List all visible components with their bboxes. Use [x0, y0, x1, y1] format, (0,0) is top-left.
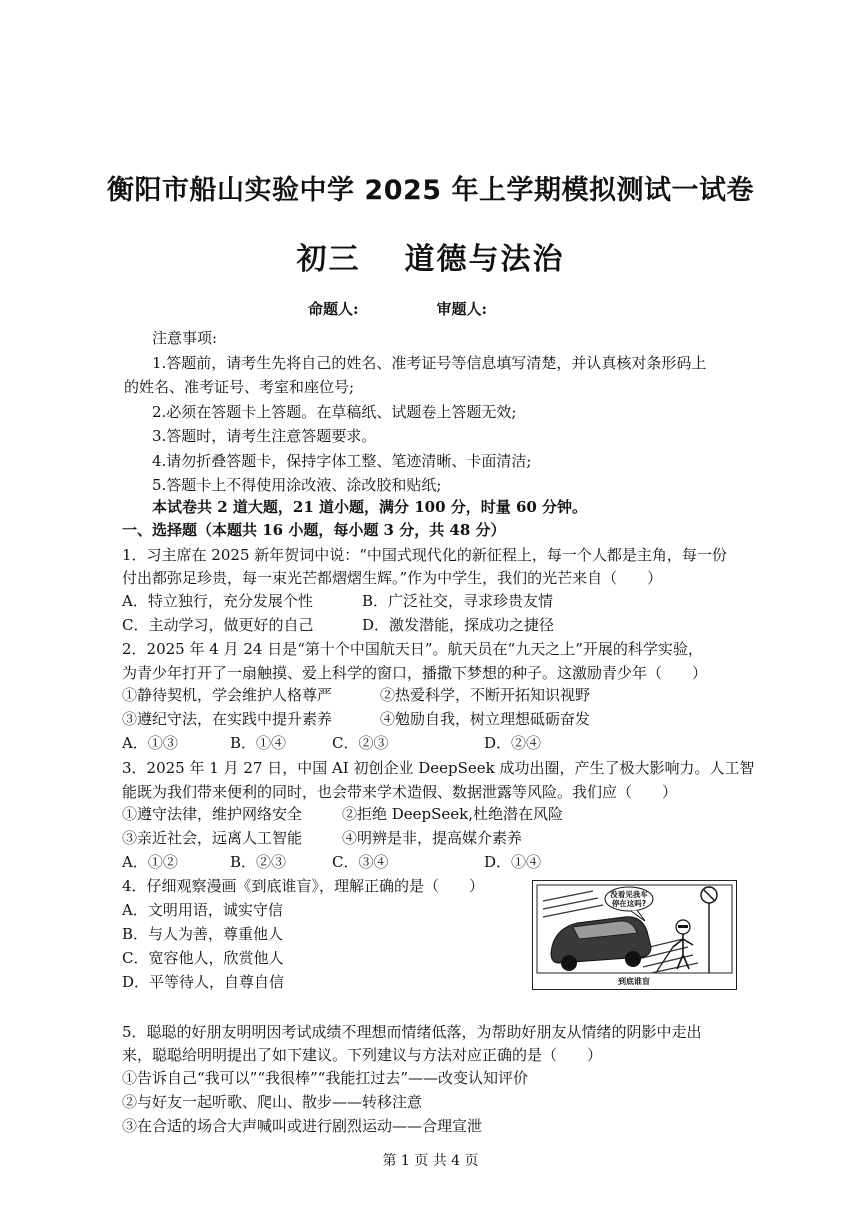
q5-statement-2: ②与好友一起听歌、爬山、散步——转移注意 [122, 1093, 423, 1111]
q2-option-b: B．①④ [230, 734, 287, 752]
q2-stem-a: 2．2025 年 4 月 24 日是“第十个中国航天日”。航天员在“九天之上”开展的科学实验， [122, 640, 703, 658]
q3-statement-3: ③亲近社会，远离人工智能 [122, 829, 303, 847]
q5-stem-a: 5．聪聪的好朋友明明因考试成绩不理想而情绪低落，为帮助好朋友从情绪的阴影中走出 [122, 1023, 702, 1041]
q5-stem-b: 来，聪聪给明明提出了如下建议。下列建议与方法对应正确的是（ ） [122, 1046, 603, 1064]
subject-label: 道德与法治 [404, 242, 565, 277]
q5-statement-1: ①告诉自己“我可以”“我很棒”“我能扛过去”——改变认知评价 [122, 1069, 529, 1087]
cartoon-caption: 到底谁盲 [618, 977, 650, 986]
q2-statement-2: ②热爱科学，不断开拓知识视野 [380, 686, 591, 704]
q1-option-a: A．特立独行，充分发展个性 [122, 592, 313, 610]
exam-subject-title [0, 234, 861, 278]
q3-option-a: A．①② [122, 853, 178, 871]
q3-statement-4: ④明辨是非，提高媒介素养 [342, 829, 523, 847]
cartoon-bubble-line-2: 停在这吗? [611, 899, 647, 908]
q1-stem-b: 付出都弥足珍贵，每一束光芒都熠熠生辉。”作为中学生，我们的光芒来自（ ） [122, 569, 663, 587]
cartoon-drawing [533, 881, 736, 989]
exam-school-title: 衡阳市船山实验中学 2025 年上学期模拟测试一试卷 [107, 175, 754, 206]
grade-label: 初三 [296, 242, 361, 277]
q3-stem-b: 能既为我们带来便利的同时，也会带来学术造假、数据泄露等风险。我们应（ ） [122, 783, 678, 801]
section-heading: 一、选择题（本题共 16 小题，每小题 3 分，共 48 分） [122, 521, 506, 539]
cartoon-illustration [532, 880, 737, 990]
page-number: 第 1 页 共 4 页 [382, 1153, 479, 1169]
notice-item-4: 4.请勿折叠答题卡，保持字体工整、笔迹清晰、卡面清洁; [152, 452, 532, 470]
q5-statement-3: ③在合适的场合大声喊叫或进行剧烈运动——合理宣泄 [122, 1117, 483, 1135]
authors-line [308, 298, 487, 319]
q2-option-c: C．②③ [332, 734, 389, 752]
q2-statement-1: ①静待契机，学会维护人格尊严 [122, 686, 333, 704]
notice-item-2: 2.必须在答题卡上答题。在草稿纸、试题卷上答题无效; [152, 403, 517, 421]
q3-option-b: B．②③ [230, 853, 287, 871]
q3-stem-a: 3．2025 年 1 月 27 日，中国 AI 初创企业 DeepSeek 成功出圈，产生了极大影响力。人工智 [122, 759, 755, 777]
q4-option-b: B．与人为善，尊重他人 [122, 925, 284, 943]
q2-statement-3: ③遵纪守法，在实践中提升素养 [122, 710, 333, 728]
notice-item-1b: 的姓名、准考证号、考室和座位号; [124, 378, 355, 396]
q2-statement-4: ④勉励自我，树立理想砥砺奋发 [380, 710, 591, 728]
q4-option-a: A．文明用语，诚实守信 [122, 901, 283, 919]
q4-option-d: D．平等待人，自尊自信 [122, 973, 285, 991]
q3-option-c: C．③④ [332, 853, 389, 871]
q3-statement-1: ①遵守法律，维护网络安全 [122, 805, 303, 823]
q4-stem: 4．仔细观察漫画《到底谁盲》，理解正确的是（ ） [122, 877, 485, 895]
q4-option-c: C．宽容他人，欣赏他人 [122, 949, 284, 967]
reviewer-label: 审题人: [436, 300, 488, 318]
q1-option-c: C．主动学习，做更好的自己 [122, 616, 314, 634]
notice-item-5: 5.答题卡上不得使用涂改液、涂改胶和贴纸; [152, 476, 442, 494]
q2-option-a: A．①③ [122, 734, 178, 752]
q1-option-d: D．激发潜能，探成功之捷径 [362, 616, 555, 634]
setter-label: 命题人: [308, 300, 359, 318]
notice-heading: 注意事项: [152, 329, 218, 347]
cartoon-bubble-line-1: 没看见我车 [610, 890, 648, 899]
notice-item-1a: 1.答题前，请考生先将自己的姓名、准考证号等信息填写清楚，并认真核对条形码上 [152, 354, 707, 372]
q2-stem-b: 为青少年打开了一扇触摸、爱上科学的窗口，播撒下梦想的种子。这激励青少年（ ） [122, 664, 708, 682]
q3-statement-2: ②拒绝 DeepSeek,杜绝潜在风险 [342, 805, 564, 823]
notice-item-3: 3.答题时，请考生注意答题要求。 [152, 427, 377, 445]
exam-summary: 本试卷共 2 道大题，21 道小题，满分 100 分，时量 60 分钟。 [152, 498, 588, 516]
q1-option-b: B．广泛社交，寻求珍贵友情 [362, 592, 554, 610]
q3-option-d: D．①④ [484, 853, 542, 871]
q1-stem-a: 1．习主席在 2025 新年贺词中说：“中国式现代化的新征程上，每一个人都是主角，每一份 [122, 546, 727, 564]
q2-option-d: D．②④ [484, 734, 542, 752]
